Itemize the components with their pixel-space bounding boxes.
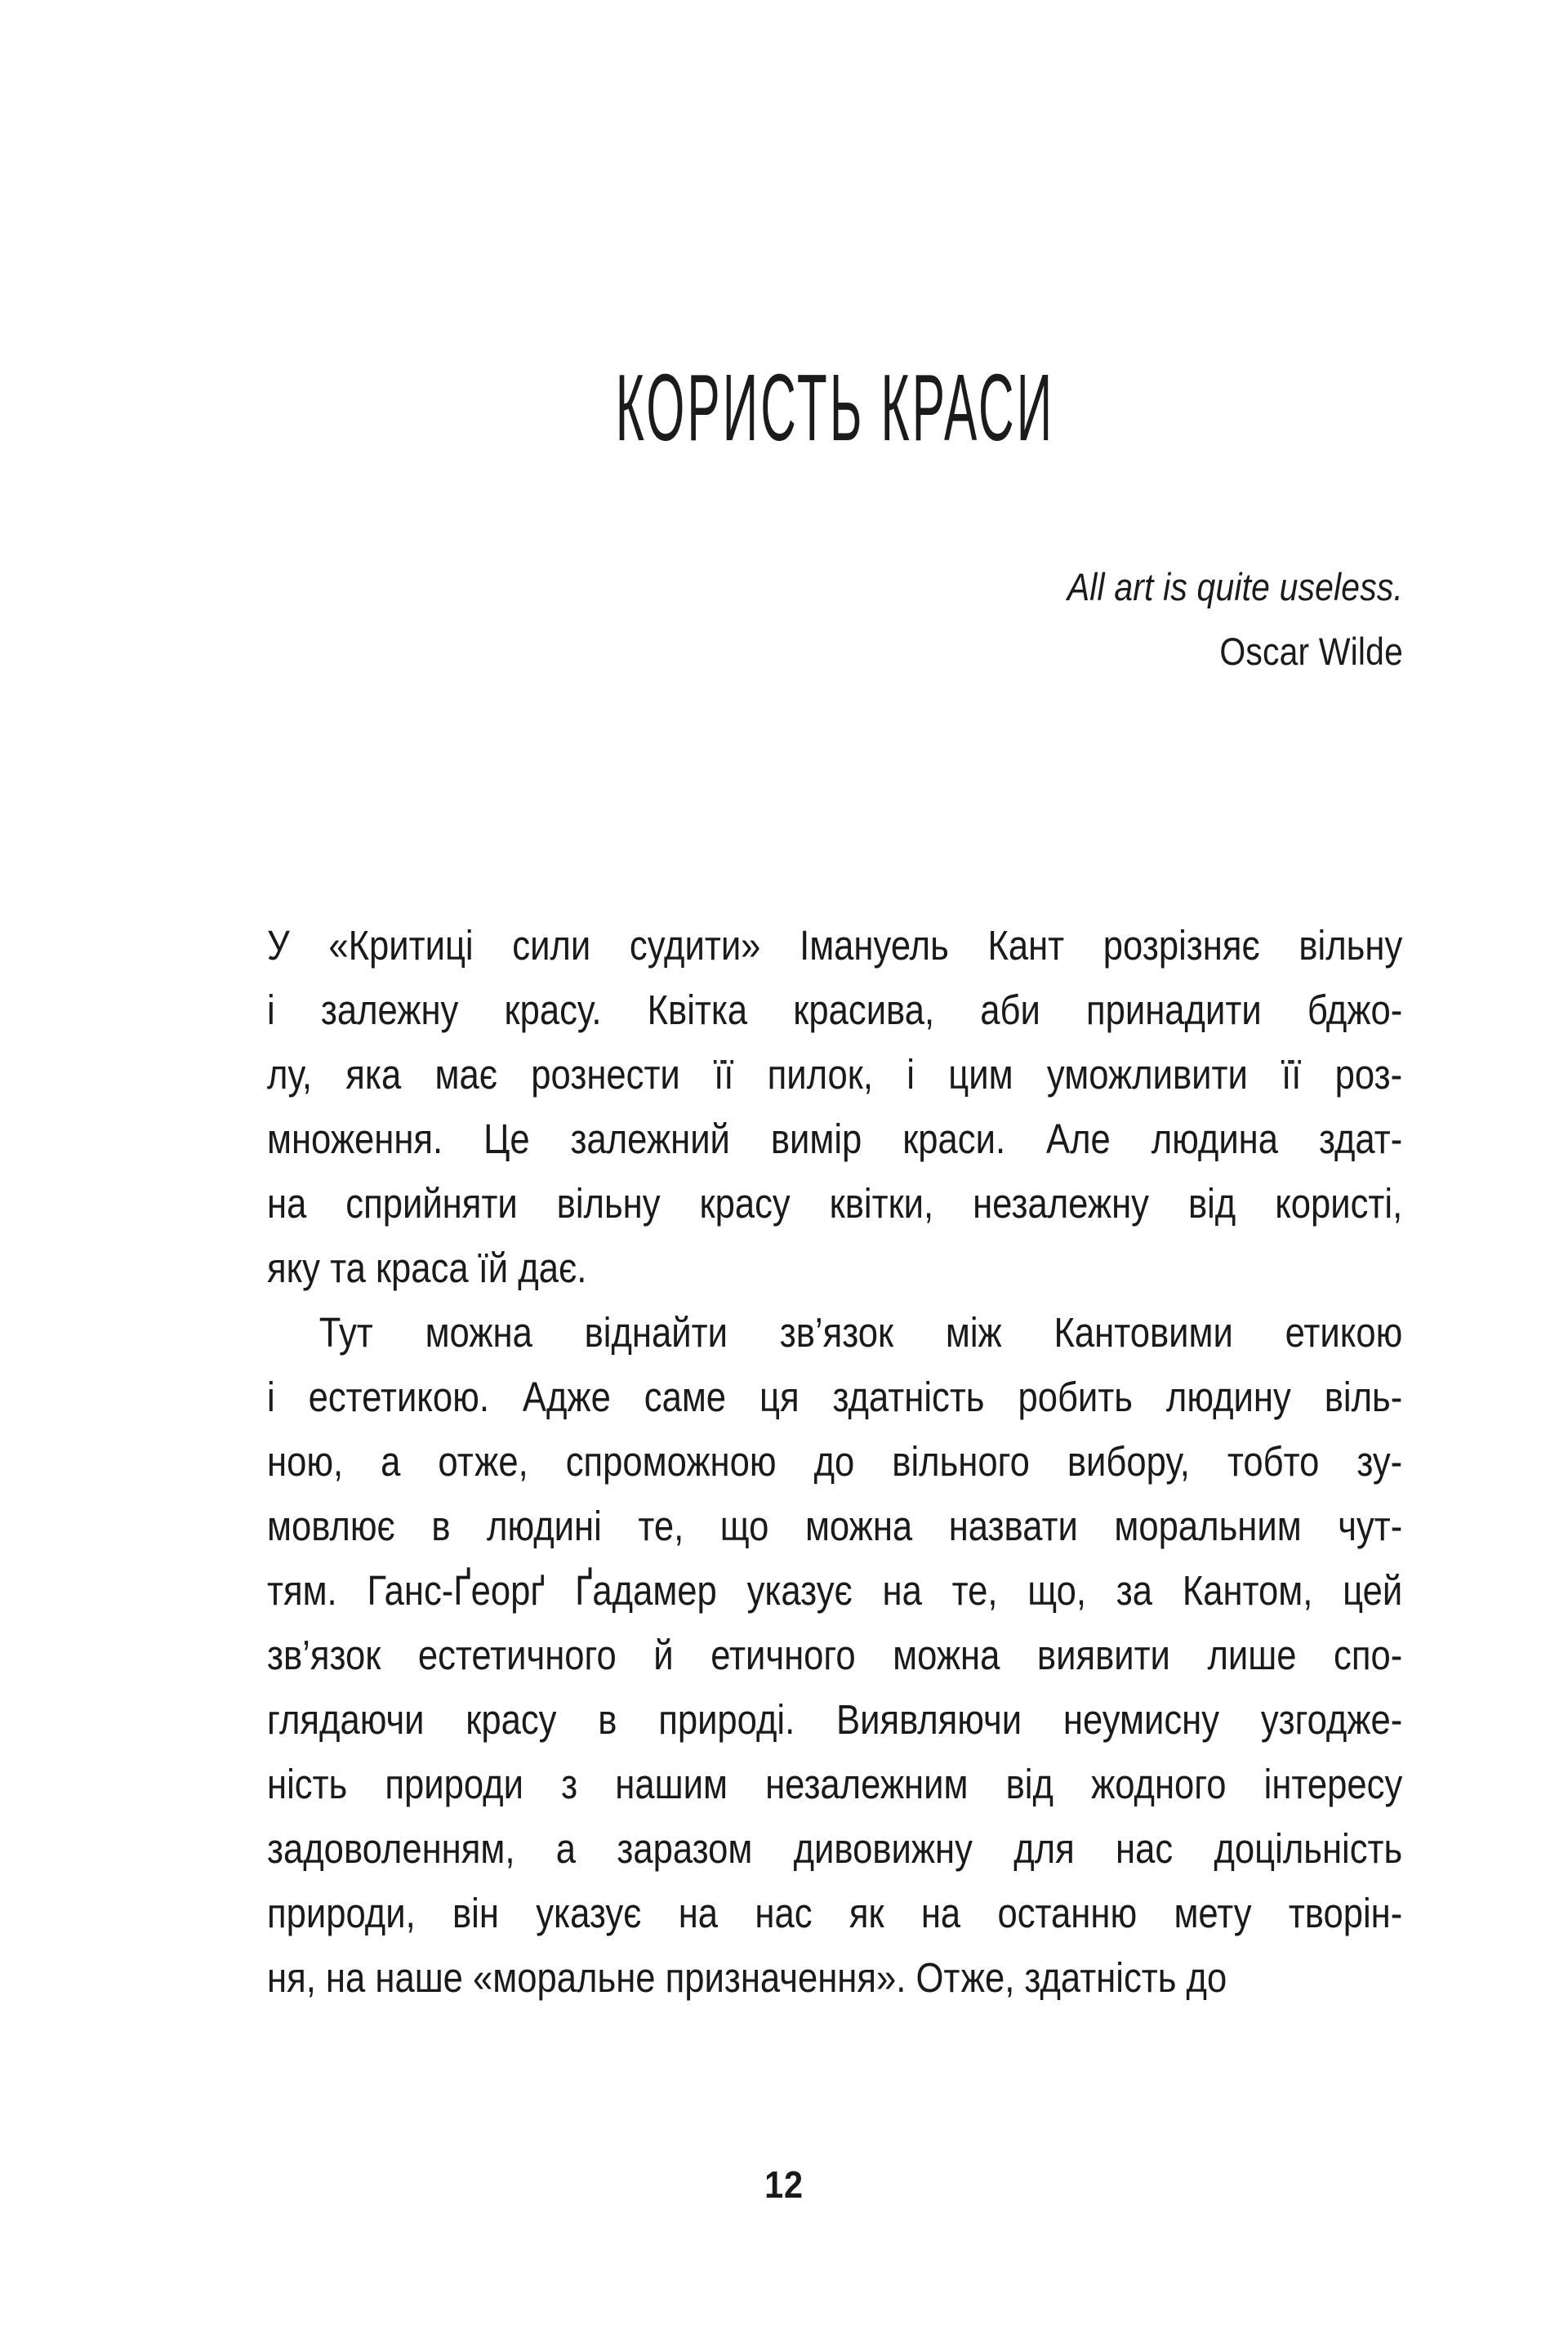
word: в xyxy=(431,1503,451,1549)
word: а xyxy=(381,1438,401,1485)
word: спо- xyxy=(1334,1632,1403,1678)
word: можна xyxy=(804,1503,913,1549)
word: нас xyxy=(755,1890,813,1936)
text-line xyxy=(267,1365,1402,1429)
word: ною, xyxy=(267,1438,344,1485)
word: і xyxy=(267,1374,275,1420)
word: етикою xyxy=(1285,1309,1403,1356)
word: чут- xyxy=(1338,1503,1403,1549)
word: указує xyxy=(536,1890,642,1936)
word: вільну xyxy=(1298,922,1403,969)
word: природі. xyxy=(658,1696,795,1743)
word: нашим xyxy=(615,1761,728,1807)
word: заразом xyxy=(617,1825,753,1872)
word: роз- xyxy=(1334,1051,1403,1098)
word: яка xyxy=(345,1051,402,1098)
word: Кант xyxy=(987,922,1065,969)
word: дивовижну xyxy=(793,1825,973,1872)
word: можна xyxy=(893,1632,1000,1678)
text-line xyxy=(267,1171,1402,1236)
word: сили xyxy=(512,922,591,969)
word: ця xyxy=(759,1374,800,1420)
word: можна xyxy=(425,1309,532,1356)
word: він xyxy=(452,1890,499,1936)
word: що xyxy=(719,1503,769,1549)
word: в xyxy=(598,1696,617,1743)
word: рознести xyxy=(531,1051,680,1098)
word: здатність xyxy=(832,1374,985,1420)
text-line: ня, на наше «моральне призначення». Отже, здатність до xyxy=(267,1954,1227,2001)
word: множення. xyxy=(267,1116,443,1162)
text-line xyxy=(267,1881,1402,1945)
text-line xyxy=(267,1107,1402,1171)
word: квітки, xyxy=(829,1180,934,1227)
word: і xyxy=(906,1051,915,1098)
word: тям. xyxy=(267,1567,337,1614)
word: естетичного xyxy=(417,1632,617,1678)
text-line xyxy=(267,978,1402,1042)
text-line: яку та краса їй дає. xyxy=(267,1245,587,1291)
text-line xyxy=(267,1558,1402,1623)
epigraph-author: Oscar Wilde xyxy=(1219,629,1403,673)
word: має xyxy=(434,1051,498,1098)
word: за xyxy=(1116,1567,1153,1614)
text-line xyxy=(267,1816,1402,1881)
word: Ганс-Ґеорґ xyxy=(367,1567,546,1614)
word: зв’язок xyxy=(267,1632,381,1678)
word: для xyxy=(1013,1825,1075,1872)
word: Квітка xyxy=(647,987,748,1033)
word: Тут xyxy=(318,1309,373,1356)
word: ність xyxy=(267,1761,348,1807)
word: віль- xyxy=(1324,1374,1403,1420)
word: розрізняє xyxy=(1102,922,1260,969)
word: на xyxy=(678,1890,719,1936)
word: людину xyxy=(1165,1374,1291,1420)
word: лу, xyxy=(267,1051,313,1098)
text-line xyxy=(267,913,1402,978)
word: на xyxy=(882,1567,922,1614)
word: незалежну xyxy=(973,1180,1149,1227)
word: уможливити xyxy=(1046,1051,1248,1098)
word: глядаючи xyxy=(267,1696,425,1743)
word: зу- xyxy=(1356,1438,1403,1485)
word: природи xyxy=(385,1761,523,1807)
word: сприйняти xyxy=(345,1180,518,1227)
word: красу xyxy=(699,1180,791,1227)
word: принадити xyxy=(1086,987,1262,1033)
word: жодного xyxy=(1091,1761,1227,1807)
word: бджо- xyxy=(1307,987,1403,1033)
word: а xyxy=(555,1825,577,1872)
word: те, xyxy=(638,1503,684,1549)
word: краси. xyxy=(902,1116,1006,1162)
word: узгодже- xyxy=(1260,1696,1403,1743)
word: Імануель xyxy=(800,922,949,969)
word: і xyxy=(267,987,275,1033)
word: Кантовими xyxy=(1054,1309,1233,1356)
word: творін- xyxy=(1288,1890,1403,1936)
word: моральним xyxy=(1114,1503,1302,1549)
word: те, xyxy=(951,1567,998,1614)
text-line xyxy=(267,1042,1402,1107)
word: робить xyxy=(1018,1374,1133,1420)
text-line xyxy=(267,1687,1402,1752)
paragraph xyxy=(267,1300,1403,2010)
word: на xyxy=(267,1180,307,1227)
word: її xyxy=(714,1051,734,1098)
word: естетикою. xyxy=(308,1374,489,1420)
word: Кантом, xyxy=(1182,1567,1313,1614)
page-title: КОРИСТЬ КРАСИ xyxy=(615,354,1055,461)
word: цей xyxy=(1343,1567,1403,1614)
word: нас xyxy=(1116,1825,1174,1872)
word: зв’язок xyxy=(779,1309,894,1356)
word: від xyxy=(1005,1761,1054,1807)
word: задоволенням, xyxy=(267,1825,515,1872)
word: доцільність xyxy=(1214,1825,1403,1872)
word: її xyxy=(1281,1051,1302,1098)
word: вимір xyxy=(770,1116,862,1162)
epigraph xyxy=(267,564,1403,676)
word: віднайти xyxy=(584,1309,728,1356)
word: людина xyxy=(1151,1116,1279,1162)
word: Ґадамер xyxy=(575,1567,717,1614)
word: назвати xyxy=(948,1503,1078,1549)
page-number: 12 xyxy=(764,2163,804,2206)
word: пилок, xyxy=(767,1051,873,1098)
word: інтересу xyxy=(1263,1761,1403,1807)
word: аби xyxy=(980,987,1040,1033)
word: користі, xyxy=(1275,1180,1403,1227)
word: красу xyxy=(466,1696,557,1743)
word: судити» xyxy=(629,922,761,969)
word: природи, xyxy=(267,1890,416,1936)
word: від xyxy=(1187,1180,1236,1227)
text-line xyxy=(267,1623,1402,1687)
word: на xyxy=(920,1890,961,1936)
word: спроможною xyxy=(565,1438,777,1485)
epigraph-quote: All art is quite useless. xyxy=(1067,565,1403,608)
word: Це xyxy=(483,1116,530,1162)
word: незалежним xyxy=(765,1761,969,1807)
word: неумисну xyxy=(1062,1696,1220,1743)
word: й xyxy=(653,1632,674,1678)
word: Адже xyxy=(522,1374,611,1420)
word: красива, xyxy=(793,987,935,1033)
word: Виявляючи xyxy=(836,1696,1022,1743)
body-text xyxy=(267,913,1403,2010)
word: останню xyxy=(997,1890,1138,1936)
word: Але xyxy=(1045,1116,1111,1162)
word: до xyxy=(813,1438,855,1485)
text-line xyxy=(267,1429,1402,1494)
word: залежну xyxy=(320,987,459,1033)
word: мовлює xyxy=(267,1503,395,1549)
word: етичного xyxy=(710,1632,856,1678)
text-line xyxy=(267,1300,1402,1365)
word: тобто xyxy=(1227,1438,1320,1485)
word: що, xyxy=(1027,1567,1087,1614)
word: саме xyxy=(644,1374,727,1420)
word: здат- xyxy=(1318,1116,1403,1162)
word: людині xyxy=(487,1503,602,1549)
word: вільного xyxy=(892,1438,1030,1485)
word: «Критиці xyxy=(328,922,474,969)
word: У xyxy=(267,922,290,969)
word: між xyxy=(945,1309,1002,1356)
word: указує xyxy=(746,1567,853,1614)
word: вибору, xyxy=(1067,1438,1190,1485)
paragraph xyxy=(267,913,1403,1300)
word: виявити xyxy=(1036,1632,1170,1678)
text-line xyxy=(267,1494,1402,1558)
word: з xyxy=(561,1761,578,1807)
word: цим xyxy=(948,1051,1013,1098)
word: красу. xyxy=(504,987,602,1033)
word: лише xyxy=(1207,1632,1297,1678)
word: мету xyxy=(1174,1890,1252,1936)
word: залежний xyxy=(570,1116,730,1162)
text-line xyxy=(267,1752,1402,1816)
word: вільну xyxy=(556,1180,661,1227)
word: як xyxy=(849,1890,884,1936)
word: отже, xyxy=(438,1438,528,1485)
